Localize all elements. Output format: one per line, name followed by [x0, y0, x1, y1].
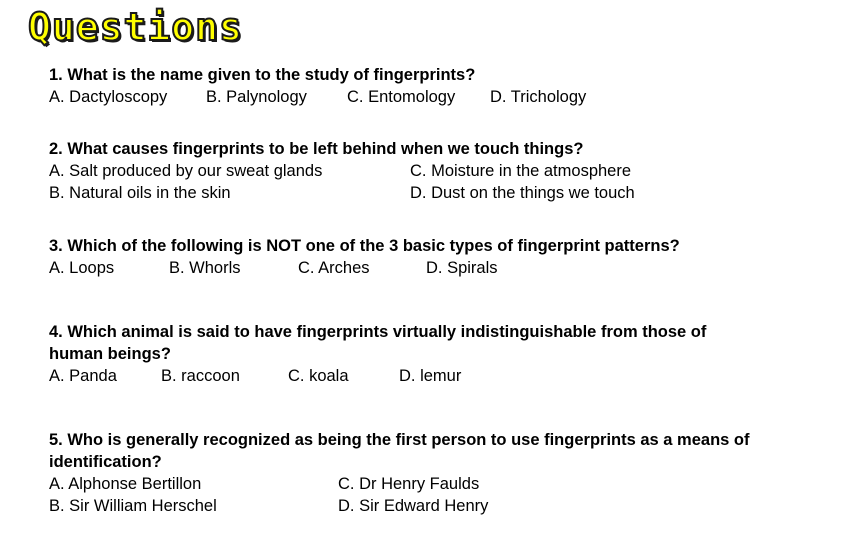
options-row [49, 86, 587, 108]
option-d: D. Spirals [426, 259, 498, 277]
options-row [49, 257, 680, 279]
option-b: B. Whorls [169, 259, 241, 277]
question-text: 1. What is the name given to the study of fingerprints? [49, 66, 476, 84]
option-a: A. Loops [49, 259, 115, 277]
option-b: B. Sir William Herschel [49, 497, 217, 515]
question-1 [49, 64, 587, 108]
option-a: A. Alphonse Bertillon [49, 475, 202, 493]
option-d: D. Trichology [490, 88, 587, 106]
option-c: C. Moisture in the atmosphere [410, 162, 632, 180]
question-4 [49, 321, 706, 387]
options-row [49, 495, 750, 517]
question-text-line-1: 4. Which animal is said to have fingerprints virtually indistinguishable from those of [49, 323, 707, 341]
option-a: A. Panda [49, 367, 117, 385]
option-b: B. raccoon [161, 367, 240, 385]
options-row [49, 160, 632, 182]
options-row [49, 365, 706, 387]
option-c: C. Entomology [347, 88, 456, 106]
page-title: Questions [28, 5, 243, 49]
question-text: 2. What causes fingerprints to be left behind when we touch things? [49, 140, 584, 158]
question-2 [49, 138, 635, 204]
question-text-line-2: human beings? [49, 345, 171, 363]
option-c: C. Arches [298, 259, 370, 277]
option-b: B. Natural oils in the skin [49, 184, 231, 202]
question-5 [49, 429, 750, 517]
question-text-line-1: 5. Who is generally recognized as being the first person to use fingerprints as a means of [49, 431, 750, 449]
option-c: C. Dr Henry Faulds [338, 475, 480, 493]
question-text-line-2: identification? [49, 453, 162, 471]
option-d: D. Dust on the things we touch [410, 184, 635, 202]
option-a: A. Dactyloscopy [49, 88, 168, 106]
option-c: C. koala [288, 367, 349, 385]
options-row [49, 473, 750, 495]
question-text: 3. Which of the following is NOT one of the 3 basic types of fingerprint patterns? [49, 237, 680, 255]
option-d: D. Sir Edward Henry [338, 497, 489, 515]
option-b: B. Palynology [206, 88, 307, 106]
option-d: D. lemur [399, 367, 462, 385]
options-row [49, 182, 635, 204]
option-a: A. Salt produced by our sweat glands [49, 162, 323, 180]
question-3 [49, 235, 680, 279]
